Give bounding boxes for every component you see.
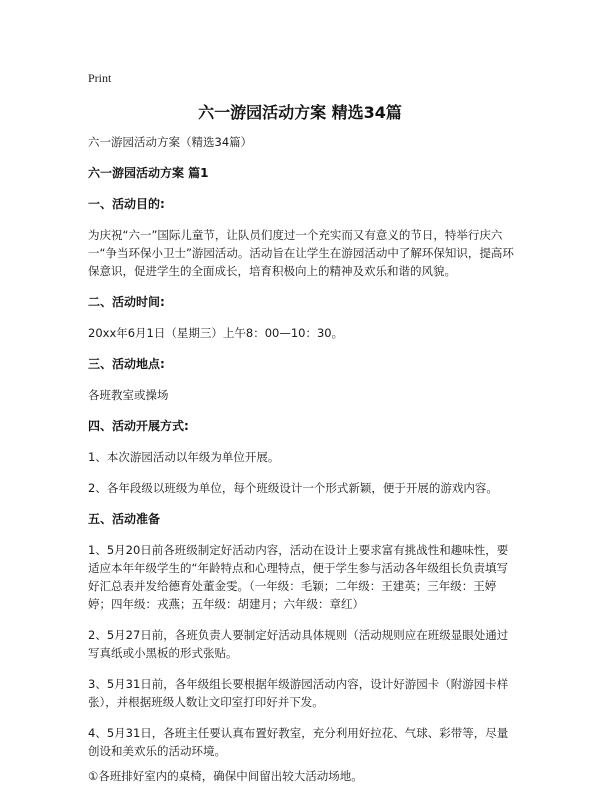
purpose-text: 为庆祝“六一”国际儿童节，让队员们度过一个充实而又有意义的节日，特举行庆六一“争当环保小卫士”游园活动。活动旨在让学生在游园活动中了解环保知识，提高环保意识，促进学生的全面成长，培育积极向上的精神及欢乐和谐的风貌。: [88, 228, 514, 278]
time-heading: 二、活动时间:: [88, 295, 165, 309]
prep-item-4-sub: ①各班排好室内的桌椅，确保中间留出较大活动场地。: [88, 769, 363, 783]
subtitle: 六一游园活动方案（精选34篇）: [88, 135, 253, 149]
prep-item-4: 4、5月31日，各班主任要认真布置好教室，充分利用好拉花、气球、彩带等，尽量创设和美欢乐的活动环境。: [88, 726, 509, 758]
print-label: Print: [88, 71, 112, 85]
method-item-2: 2、各年段级以班级为单位，每个班级设计一个形式新颖，便于开展的游戏内容。: [88, 481, 498, 495]
method-item-1: 1、本次游园活动以年级为单位开展。: [88, 450, 280, 464]
place-text: 各班教室或操场: [88, 388, 169, 402]
prep-heading: 五、活动准备: [88, 512, 161, 526]
section-title: 六一游园活动方案 篇1: [88, 166, 209, 180]
prep-item-3: 3、5月31日前，各年级组长要根据年级游园活动内容，设计好游园卡（附游园卡样张），并根据班级人数让文印室打印好并下发。: [88, 677, 509, 709]
time-text: 20xx年6月1日（星期三）上午8：00—10：30。: [88, 326, 344, 340]
prep-item-1: 1、5月20日前各班级制定好活动内容，活动在设计上要求富有挑战性和趣味性，要适应本年年级学生的“年龄特点和心理特点，便于学生参与活动各年级组长负责填写好汇总表并发给德育处董金雯。（一年级：毛颖；二年级：王建英；三年级：王婷婷；四年级：戎燕；五年级：胡建月；六年级：章红）: [88, 543, 509, 611]
prep-item-2: 2、5月27日前，各班负责人要制定好活动具体规则（活动规则应在班级显眼处通过写真纸或小黑板的形式张贴。: [88, 628, 509, 660]
document-body: [88, 133, 518, 798]
place-heading: 三、活动地点:: [88, 357, 165, 371]
method-heading: 四、活动开展方式:: [88, 419, 189, 433]
purpose-heading: 一、活动目的:: [88, 197, 165, 211]
page-title: 六一游园活动方案 精选34篇: [198, 103, 402, 122]
